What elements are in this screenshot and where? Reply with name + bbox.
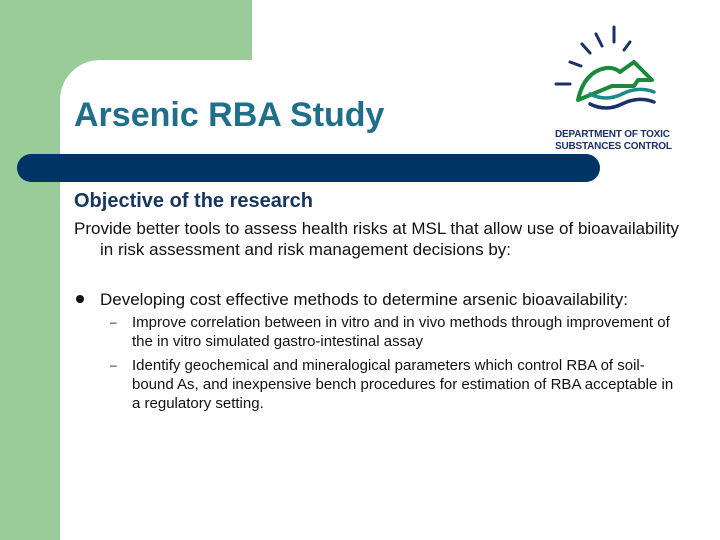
sub-bullet-list [100, 313, 684, 413]
bullet-list [74, 289, 684, 413]
sub-bullet-text: Improve correlation between in vitro and in vivo methods through improvement of the in vitro simulated gastro-intestinal assay [132, 314, 670, 350]
slide-title: Arsenic RBA Study [74, 96, 385, 134]
slide-body [74, 188, 684, 418]
title-divider-bar [17, 154, 600, 182]
intro-paragraph: Provide better tools to assess health risks at MSL that allow use of bioavailability in risk assessment and risk management decisions by: [74, 219, 680, 259]
list-item [74, 289, 684, 413]
list-item [100, 356, 684, 413]
logo-text [555, 129, 672, 153]
dash-bullet-icon: – [110, 358, 117, 372]
list-item [100, 313, 684, 351]
dash-bullet-icon: – [110, 315, 117, 329]
bullet-dot-icon [76, 295, 84, 303]
wave-icon [590, 99, 654, 108]
bullet-text: Developing cost effective methods to determine arsenic bioavailability: [100, 290, 628, 309]
sub-bullet-text: Identify geochemical and mineralogical parameters which control RBA of soil-bound As, and inexpensive bench procedures for estimation of RBA acceptable in a regulatory setting. [132, 357, 674, 412]
logo-text-line1: DEPARTMENT OF TOXIC [555, 129, 670, 140]
logo-text-line2: SUBSTANCES CONTROL [555, 141, 672, 152]
section-subheading: Objective of the research [74, 190, 313, 212]
